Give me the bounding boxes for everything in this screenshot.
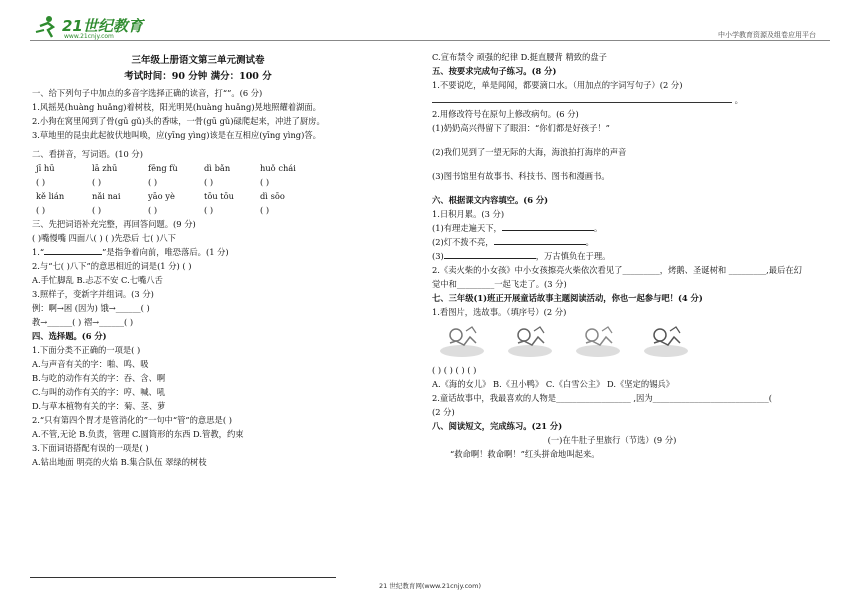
question-line: (2 分): [432, 407, 455, 417]
question-text-end: 。: [585, 237, 594, 247]
pinyin-item: dì sōo: [260, 191, 285, 201]
story-illustration-icon: [504, 323, 556, 359]
answer-blank[interactable]: ( ): [92, 177, 102, 187]
question-line: A.《海的女儿》 B.《丑小鸭》 C.《白雪公主》 D.《坚定的锡兵》: [432, 379, 675, 389]
question-text: (1)有理走遍天下，: [432, 223, 502, 233]
question-line: 2.与“七( )八下”的意思相近的词是(1 分) ( ): [32, 261, 192, 271]
question-line: 2.小狗在窝里闻到了骨(gū gǔ)头的香味，一骨(gū gǔ)碌爬起来，冲进了厨房。: [32, 116, 325, 126]
question-line: 一、给下列句子中加点的多音字选择正确的读音，打“”。(6 分): [32, 88, 263, 98]
question-line: C.宣布禁令 顽强的纪律 D.挺直腰背 精致的盘子: [432, 52, 607, 62]
page-footer: 21 世纪教育网(www.21cnjy.com): [379, 582, 481, 590]
answer-blank[interactable]: ( ): [204, 205, 214, 215]
pinyin-item: kě lián: [36, 191, 65, 201]
question-line: 教→______( ) 褶→______( ): [32, 317, 134, 327]
pinyin-item: huǒ chái: [260, 163, 296, 173]
logo-text: 21世纪教育: [62, 17, 143, 35]
question-line: 1.风摇晃(huàng huǎng)着树枝，阳光明晃(huàng huǎng)晃地照耀着湖面。: [32, 102, 321, 112]
story-illustration-icon: [640, 323, 692, 359]
pinyin-item: yāo yè: [148, 191, 175, 201]
fill-in-question: [432, 221, 792, 235]
section-heading: 七、三年级(1)班正开展童话故事主题阅读活动，你也一起参与吧！(4 分): [432, 293, 703, 303]
answer-blank[interactable]: [494, 235, 586, 245]
question-line: ( )嘴慢嘴 四面八( ) ( )先恐后 七( )八下: [32, 233, 176, 243]
pinyin-row: [32, 161, 364, 175]
pinyin-row: [32, 189, 364, 203]
question-line: 1.不要说吃，单是闻闻，都要滴口水。（用加点的字词写句子）(2 分): [432, 80, 683, 90]
question-line: ( ) ( ) ( ) ( ): [432, 365, 477, 375]
pinyin-item: lā zhū: [92, 163, 118, 173]
pinyin-item: fēng fù: [148, 163, 178, 173]
section-heading: 八、阅读短文，完成练习。(21 分): [432, 421, 563, 431]
question-line: (一)在牛肚子里旅行（节选）(9 分): [547, 435, 677, 445]
question-text: 1.“: [32, 247, 45, 257]
question-line: 1.看图片，选故事。（填序号）(2 分): [432, 307, 567, 317]
question-line: 1.下面分类不正确的一项是( ): [32, 345, 141, 355]
question-line: A.不管,无论 B.负责，管理 C.圆筒形的东西 D.管教，约束: [32, 429, 244, 439]
site-logo: [34, 14, 144, 42]
section-heading: 六、根据课文内容填空。(6 分): [432, 195, 549, 205]
question-line: 觉中和_________一起飞走了。(3 分): [432, 279, 567, 289]
question-line: (2)我们见到了一望无际的大海，海浪拍打海岸的声音: [432, 147, 627, 157]
fill-in-question: [32, 245, 364, 259]
answer-line-blank[interactable]: [432, 92, 732, 103]
story-images: [436, 319, 792, 363]
section-heading: 四、选择题。(6 分): [32, 331, 107, 341]
spacer: [432, 183, 792, 193]
section-heading: 五、按要求完成句子练习。(8 分): [432, 66, 557, 76]
exam-subtitle: 考试时间：90 分钟 满分：100 分: [124, 71, 272, 82]
answer-blank[interactable]: [444, 249, 536, 259]
platform-label: 中小学教育资源及组卷应用平台: [718, 31, 816, 39]
fill-in-question: [432, 235, 792, 249]
story-illustration-icon: [436, 323, 488, 359]
question-line: 2.《卖火柴的小女孩》中小女孩擦亮火柴依次看见了_________，烤鹅、圣诞树和 _________,最后在幻: [432, 265, 802, 275]
right-column: [432, 50, 802, 461]
question-text-end: 。: [593, 223, 603, 233]
question-line: A.钻出地面 明亮的火焰 B.集合队伍 翠绿的树枝: [32, 457, 207, 467]
logo-subtext: www.21cnjy.com: [64, 33, 114, 40]
answer-line: [432, 92, 792, 107]
pinyin-item: dì bǎn: [204, 163, 231, 173]
answer-blank[interactable]: [502, 221, 594, 231]
answer-blank[interactable]: ( ): [204, 177, 214, 187]
answer-blank[interactable]: ( ): [36, 177, 46, 187]
fill-in-question: [432, 249, 792, 263]
answer-blank[interactable]: ( ): [260, 177, 270, 187]
question-line: 二、看拼音，写词语。(10 分): [32, 149, 143, 159]
answer-blank-row: [32, 175, 364, 189]
question-text: (3): [432, 251, 444, 261]
question-line: 3.照样子，变新字并组词。(3 分): [32, 289, 154, 299]
question-line: C.与叫的动作有关的字：哼、喊、吼: [32, 387, 166, 397]
answer-blank[interactable]: [44, 245, 102, 255]
question-line: 3.下面词语搭配有误的一项是( ): [32, 443, 149, 453]
answer-blank[interactable]: ( ): [260, 205, 270, 215]
answer-blank[interactable]: ( ): [148, 177, 158, 187]
answer-blank-row: [32, 203, 364, 217]
spacer: [432, 159, 792, 169]
question-line: B.与吃的动作有关的字：吞、含、啊: [32, 373, 166, 383]
question-line: 2.“只有第四个胃才是管消化的”一句中“管”的意思是( ): [32, 415, 232, 425]
pinyin-item: nǎi nai: [92, 191, 121, 201]
question-line: A.手忙脚乱 B.忐忑不安 C.七嘴八舌: [32, 275, 163, 285]
question-text-end: ”是指争着向前，唯恐落后。(1 分): [102, 247, 229, 257]
question-line: (1)奶奶高兴得留下了眼泪：“你们都是好孩子！”: [432, 123, 610, 133]
header-divider: [30, 40, 830, 41]
question-line: “救命啊！救命啊！”红头拼命地叫起来。: [450, 449, 600, 459]
question-text-end: ，万古慎负在于理。: [535, 251, 611, 261]
question-text: (2)灯不拨不亮，: [432, 237, 494, 247]
exam-title: 三年级上册语文第三单元测试卷: [131, 55, 265, 66]
pinyin-item: jī hū: [36, 163, 55, 173]
question-line: 2.用修改符号在原句上修改病句。(6 分): [432, 109, 579, 119]
question-line: A.与声音有关的字：啪、鸣、吸: [32, 359, 149, 369]
story-illustration-icon: [572, 323, 624, 359]
spacer: [432, 135, 792, 145]
question-line: D.与草本植物有关的字：菊、茎、萝: [32, 401, 166, 411]
question-line: 2.童话故事中，我最喜欢的人物是__________________ ,因为____________________________(: [432, 393, 773, 403]
question-line: (3)图书馆里有故事书、科技书、图书和漫画书。: [432, 171, 610, 181]
pinyin-item: tōu tōu: [204, 191, 234, 201]
question-line: 1.日积月累。(3 分): [432, 209, 505, 219]
question-line: 例：啊→困 (因为) 饿→______( ): [32, 303, 150, 313]
question-line: 3.草地里的昆虫此起彼伏地叫唤，应(yīng yìng)该是在互相应(yīng yìng)答。: [32, 130, 321, 140]
answer-blank[interactable]: ( ): [92, 205, 102, 215]
answer-blank[interactable]: ( ): [148, 205, 158, 215]
line-end: 。: [734, 95, 743, 105]
answer-blank[interactable]: ( ): [36, 205, 46, 215]
left-column: [32, 50, 364, 469]
bottom-divider: [30, 577, 336, 578]
runner-logo-icon: [34, 14, 60, 40]
question-line: 三、先把词语补充完整，再回答问题。(9 分): [32, 219, 196, 229]
